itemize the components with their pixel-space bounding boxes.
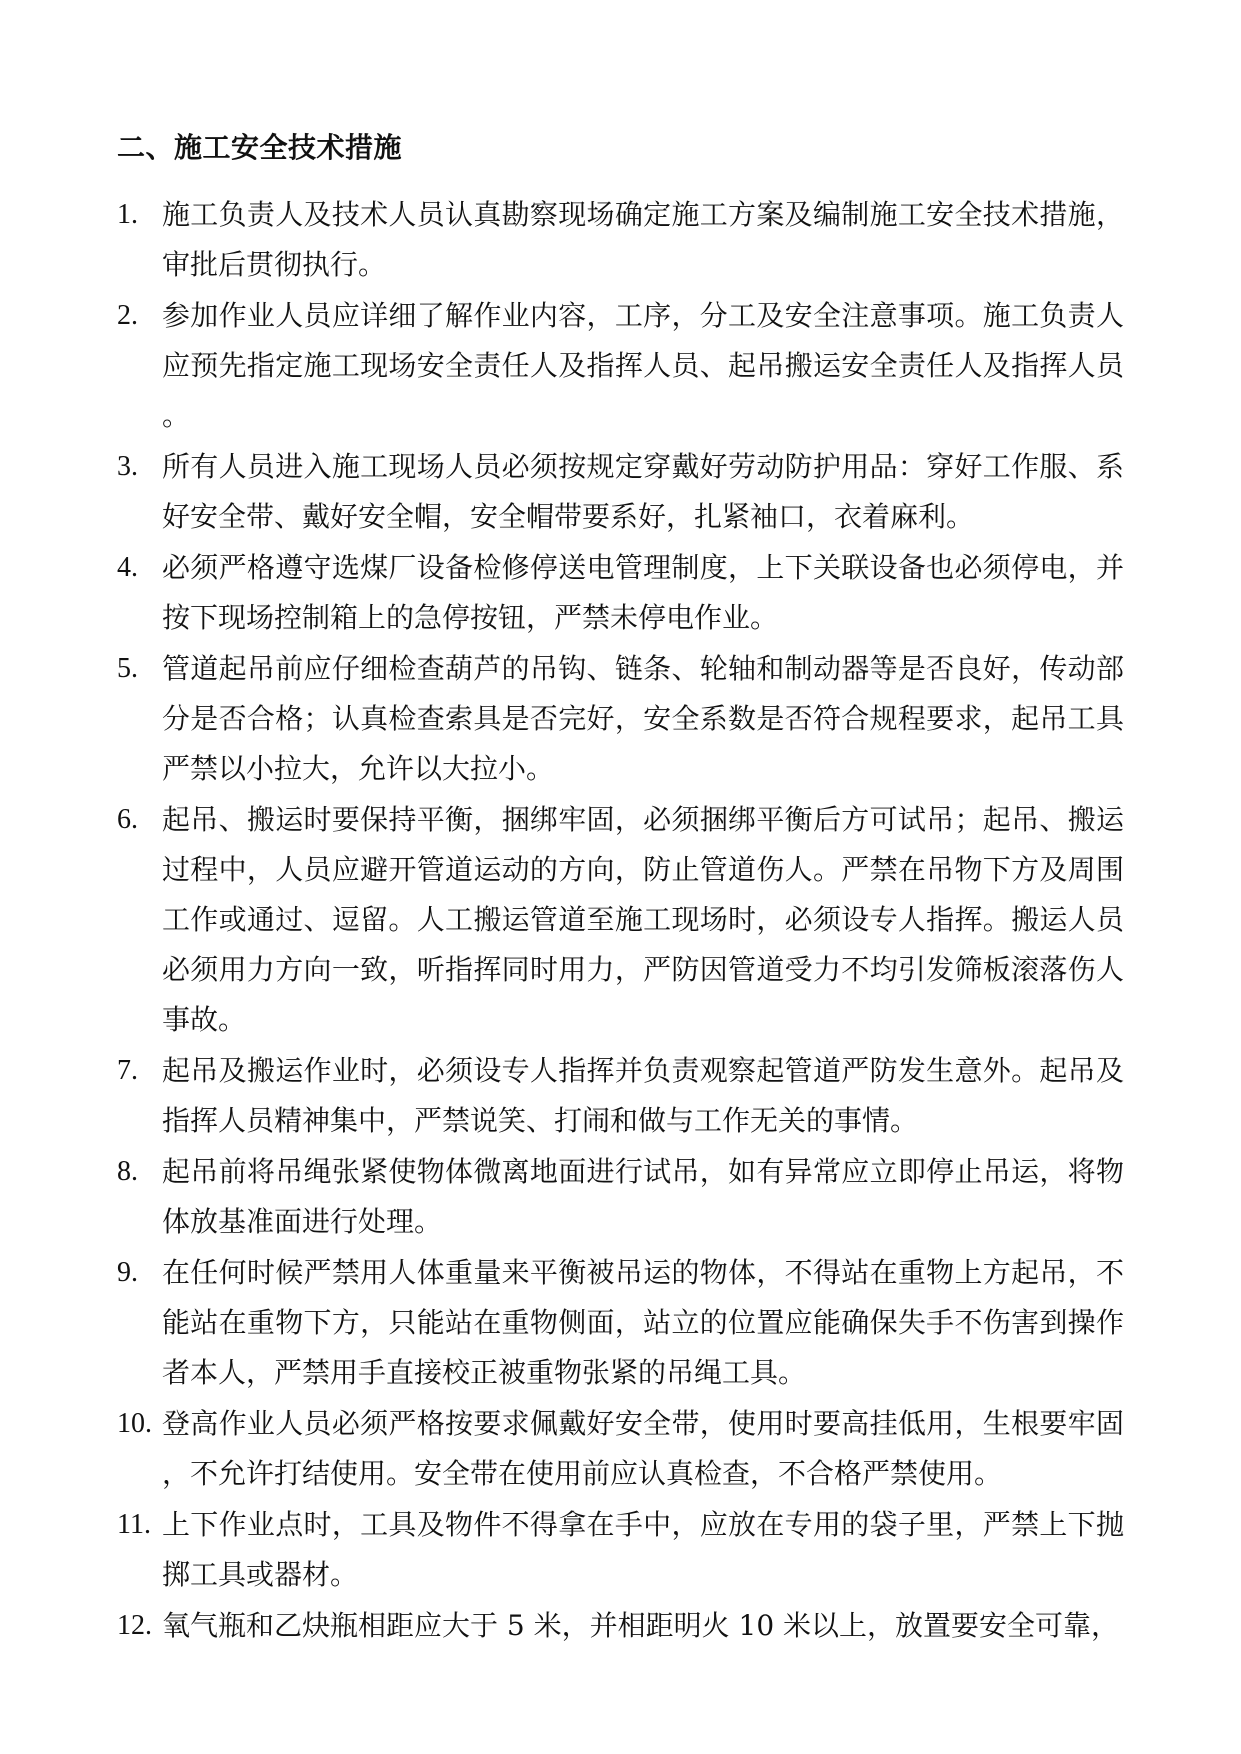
list-item-number: 4.	[117, 552, 138, 583]
list-item-number: 11.	[117, 1509, 151, 1540]
list-item	[117, 190, 1124, 290]
list-item-number: 2.	[117, 300, 138, 331]
list-item	[117, 1399, 1124, 1499]
list-item	[117, 1147, 1124, 1247]
list-item-number: 1.	[117, 199, 138, 230]
list-item-text: 管道起吊前应仔细检查葫芦的吊钩、链条、轮轴和制动器等是否良好，传动部分是否合格；认真检查索具是否完好，安全系数是否符合规程要求，起吊工具严禁以小拉大，允许以大拉小。	[162, 652, 1124, 785]
list-item-text: 在任何时候严禁用人体重量来平衡被吊运的物体，不得站在重物上方起吊，不能站在重物下方，只能站在重物侧面，站立的位置应能确保失手不伤害到操作者本人，严禁用手直接校正被重物张紧的吊绳工具。	[162, 1256, 1124, 1389]
list-item-text: 登高作业人员必须严格按要求佩戴好安全带，使用时要高挂低用，生根要牢固，不允许打结使用。安全带在使用前应认真检查，不合格严禁使用。	[162, 1407, 1124, 1490]
list-item	[117, 1601, 1124, 1651]
list-item	[117, 1248, 1124, 1398]
list-item-text: 氧气瓶和乙炔瓶相距应大于 5 米，并相距明火 10 米以上，放置要安全可靠，	[162, 1609, 1120, 1642]
list-item-number: 5.	[117, 653, 138, 684]
list-item	[117, 442, 1124, 542]
list-item	[117, 795, 1124, 1045]
safety-measures-list	[117, 190, 1124, 1652]
list-item-number: 12.	[117, 1610, 152, 1641]
list-item-text: 上下作业点时，工具及物件不得拿在手中，应放在专用的袋子里，严禁上下抛掷工具或器材。	[162, 1508, 1124, 1591]
list-item-number: 9.	[117, 1257, 138, 1288]
list-item-text: 施工负责人及技术人员认真勘察现场确定施工方案及编制施工安全技术措施，审批后贯彻执行。	[162, 198, 1124, 281]
list-item-text: 起吊及搬运作业时，必须设专人指挥并负责观察起管道严防发生意外。起吊及指挥人员精神集中，严禁说笑、打闹和做与工作无关的事情。	[162, 1054, 1124, 1137]
list-item-text: 参加作业人员应详细了解作业内容，工序，分工及安全注意事项。施工负责人应预先指定施工现场安全责任人及指挥人员、起吊搬运安全责任人及指挥人员。	[162, 299, 1124, 432]
section-heading: 二、施工安全技术措施	[117, 131, 403, 164]
list-item-number: 3.	[117, 451, 138, 482]
list-item	[117, 543, 1124, 643]
list-item-text: 起吊、搬运时要保持平衡，捆绑牢固，必须捆绑平衡后方可试吊；起吊、搬运过程中，人员应避开管道运动的方向，防止管道伤人。严禁在吊物下方及周围工作或通过、逗留。人工搬运管道至施工现场时，必须设专人指挥。搬运人员必须用力方向一致，听指挥同时用力，严防因管道受力不均引发筛板滚落伤人事故。	[162, 803, 1124, 1036]
list-item-number: 6.	[117, 804, 138, 835]
list-item-number: 10.	[117, 1408, 152, 1439]
list-item	[117, 1500, 1124, 1600]
list-item-text: 所有人员进入施工现场人员必须按规定穿戴好劳动防护用品：穿好工作服、系好安全带、戴好安全帽，安全帽带要系好，扎紧袖口，衣着麻利。	[162, 450, 1124, 533]
list-item	[117, 291, 1124, 441]
list-item-text: 起吊前将吊绳张紧使物体微离地面进行试吊，如有异常应立即停止吊运，将物体放基准面进行处理。	[162, 1155, 1124, 1238]
list-item	[117, 644, 1124, 794]
list-item-number: 8.	[117, 1156, 138, 1187]
list-item-number: 7.	[117, 1055, 138, 1086]
list-item-text: 必须严格遵守选煤厂设备检修停送电管理制度，上下关联设备也必须停电，并按下现场控制箱上的急停按钮，严禁未停电作业。	[162, 551, 1124, 634]
list-item	[117, 1046, 1124, 1146]
